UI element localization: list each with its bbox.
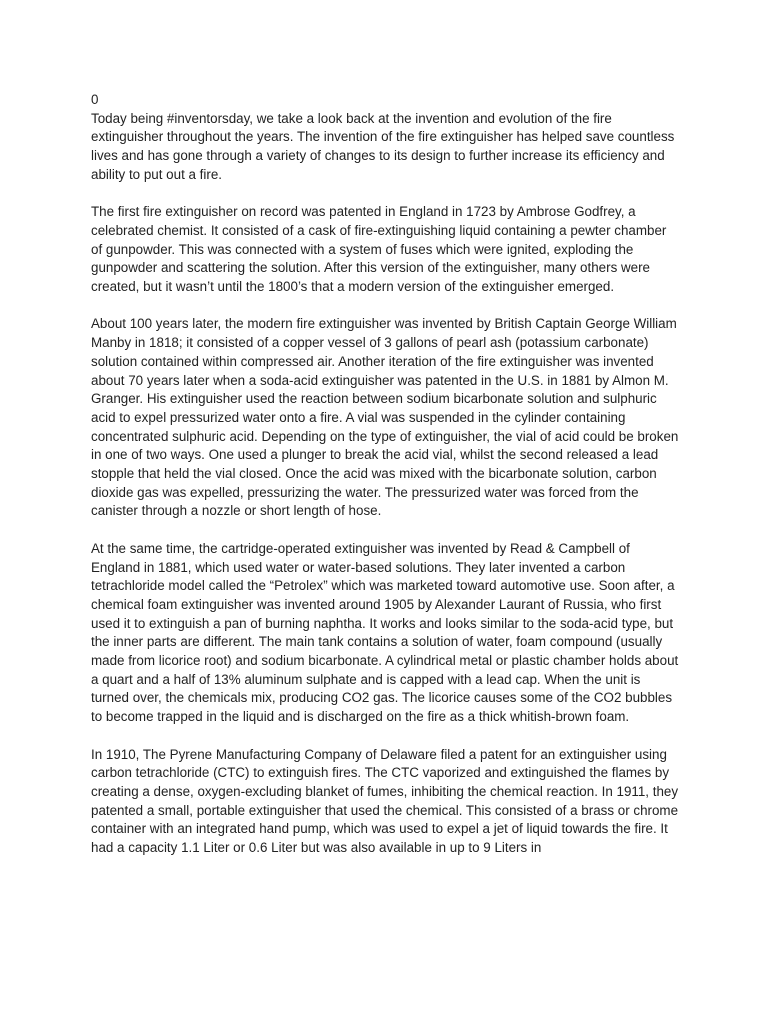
paragraph-intro: Today being #inventorsday, we take a look back at the invention and evolution of the fire extinguisher throughout the years. The invention of the fire extinguisher has helped save countless lives and has gone through a variety of changes to its design to further increase its efficiency and ability to put out a fire. [91,110,675,182]
document-page [91,91,679,876]
paragraph-modern-extinguisher: About 100 years later, the modern fire extinguisher was invented by British Captain George William Manby in 1818; it consisted of a copper vessel of 3 gallons of pearl ash (potassium carbonate) solution contained within compressed air. Another iteration of the fire extinguisher was invented about 70 years later when a soda-acid extinguisher was patented in the U.S. in 1881 by Almon M. Granger. His extinguisher used the reaction between sodium bicarbonate solution and sulphuric acid to expel pressurized water onto a fire. A vial was suspended in the cylinder containing concentrated sulphuric acid. Depending on the type of extinguisher, the vial of acid could be broken in one of two ways. One used a plunger to break the acid vial, whilst the second released a lead stopple that held the vial closed. Once the acid was mixed with the bicarbonate solution, carbon dioxide gas was expelled, pressurizing the water. The pressurized water was forced from the canister through a nozzle or short length of hose. [91,316,679,519]
paragraph-pyrene: In 1910, The Pyrene Manufacturing Company of Delaware filed a patent for an extinguisher using carbon tetrachloride (CTC) to extinguish fires. The CTC vaporized and extinguished the flames by creating a dense, oxygen-excluding blanket of fumes, inhibiting the chemical reaction. In 1911, they patented a small, portable extinguisher that used the chemical. This consisted of a brass or chrome container with an integrated hand pump, which was used to expel a jet of liquid towards the fire. It had a capacity 1.1 Liter or 0.6 Liter but was also available in up to 9 Liters in [91,746,679,856]
paragraph-first-extinguisher: The first fire extinguisher on record was patented in England in 1723 by Ambrose Godfrey, a celebrated chemist. It consisted of a cask of fire-extinguishing liquid containing a pewter chamber of gunpowder. This was connected with a system of fuses which were ignited, exploding the gunpowder and scattering the solution. After this version of the extinguisher, many others were created, but it wasn’t until the 1800’s that a modern version of the extinguisher emerged. [91,204,667,295]
page-number: 0 [91,92,99,107]
paragraph-cartridge-foam: At the same time, the cartridge-operated extinguisher was invented by Read & Campbell of England in 1881, which used water or water-based solutions. They later invented a carbon tetrachloride model called the “Petrolex” which was marketed toward automotive use. Soon after, a chemical foam extinguisher was invented around 1905 by Alexander Laurant of Russia, who first used it to extinguish a pan of burning naphtha. It works and looks similar to the soda-acid type, but the inner parts are different. The main tank contains a solution of water, foam compound (usually made from licorice root) and sodium bicarbonate. A cylindrical metal or plastic chamber holds about a quart and a half of 13% aluminum sulphate and is capped with a lead cap. When the unit is turned over, the chemicals mix, producing CO2 gas. The licorice causes some of the CO2 bubbles to become trapped in the liquid and is discharged on the fire as a thick whitish-brown foam. [91,540,679,725]
